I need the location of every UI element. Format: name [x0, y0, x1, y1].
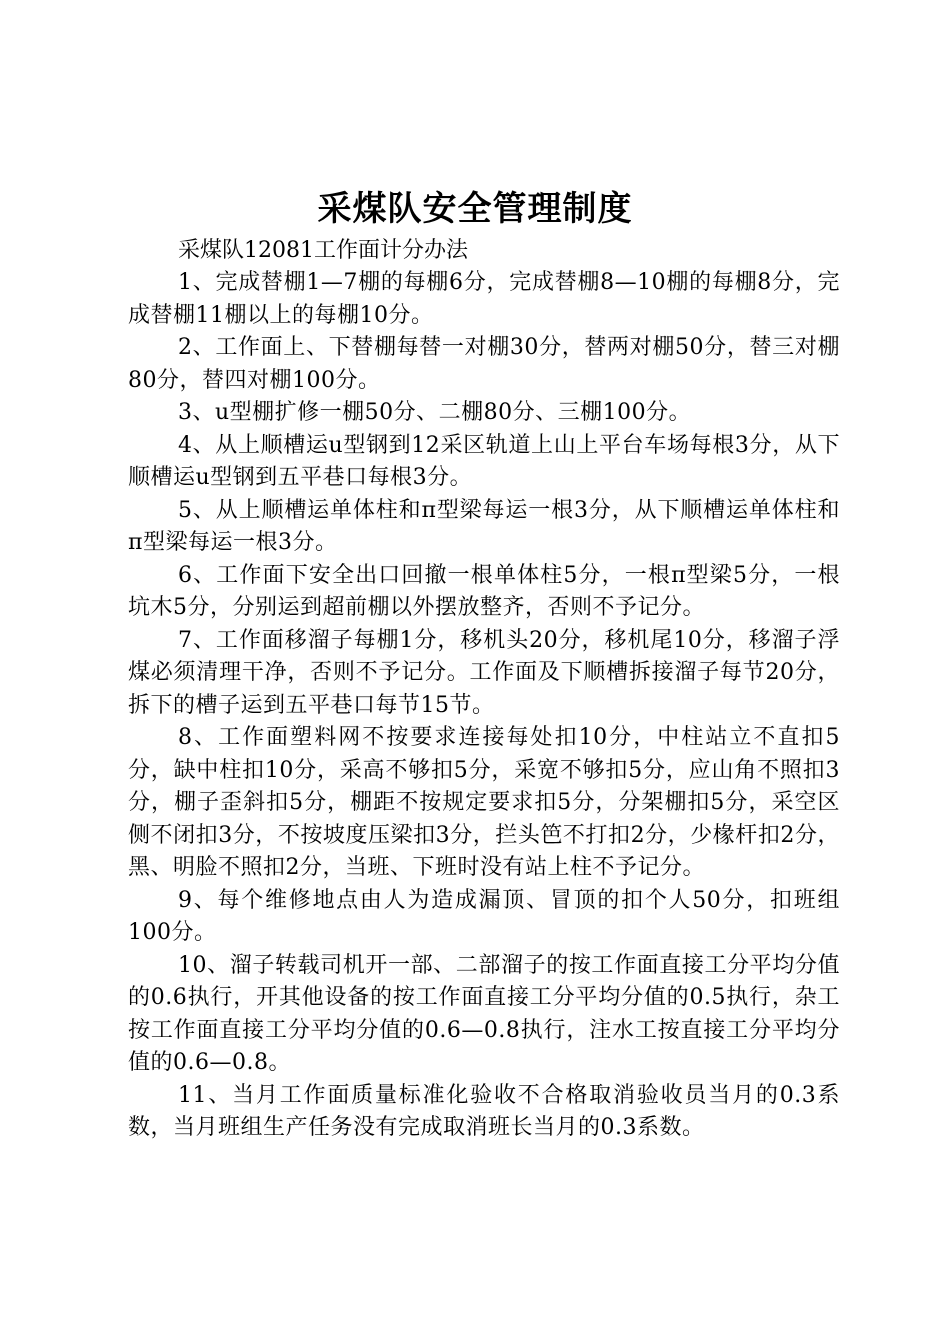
document-subtitle: 采煤队12081工作面计分办法	[178, 238, 468, 263]
paragraph-4: 4、从上顺槽运u型钢到12采区轨道上山上平台车场每根3分，从下顺槽运u型钢到五平巷口每根3分。	[128, 432, 840, 490]
document-body	[128, 234, 840, 1145]
paragraph-11: 11、当月工作面质量标准化验收不合格取消验收员当月的0.3系数，当月班组生产任务没有完成取消班长当月的0.3系数。	[128, 1082, 840, 1140]
paragraph-3: 3、u型棚扩修一棚50分、二棚80分、三棚100分。	[178, 400, 692, 425]
paragraph-9: 9、每个维修地点由人为造成漏顶、冒顶的扣个人50分，扣班组100分。	[128, 887, 840, 945]
paragraph-8: 8、工作面塑料网不按要求连接每处扣10分，中柱站立不直扣5分，缺中柱扣10分，采高不够扣5分，采宽不够扣5分，应山角不照扣3分，棚子歪斜扣5分，棚距不按规定要求扣5分，分架棚扣5分，采空区侧不闭扣3分，不按坡度压梁扣3分，拦头笆不打扣2分，少椽杆扣2分，黑、明脸不照扣2分，当班、下班时没有站上柱不予记分。	[128, 725, 840, 880]
paragraph-1: 1、完成替棚1—7棚的每棚6分，完成替棚8—10棚的每棚8分，完成替棚11棚以上的每棚10分。	[128, 270, 840, 328]
paragraph-10: 10、溜子转载司机开一部、二部溜子的按工作面直接工分平均分值的0.6执行，开其他设备的按工作面直接工分平均分值的0.5执行，杂工按工作面直接工分平均分值的0.6—0.8执行，注水工按直接工分平均分值的0.6—0.8。	[128, 952, 840, 1075]
paragraph-2: 2、工作面上、下替棚每替一对棚30分，替两对棚50分，替三对棚80分，替四对棚100分。	[128, 335, 840, 393]
document-title: 采煤队安全管理制度	[317, 189, 633, 229]
paragraph-7: 7、工作面移溜子每棚1分，移机头20分，移机尾10分，移溜子浮煤必须清理干净，否则不予记分。工作面及下顺槽拆接溜子每节20分，拆下的槽子运到五平巷口每节15节。	[128, 627, 840, 718]
paragraph-6: 6、工作面下安全出口回撤一根单体柱5分，一根π型梁5分，一根坑木5分，分别运到超前棚以外摆放整齐，否则不予记分。	[128, 562, 840, 620]
paragraph-5: 5、从上顺槽运单体柱和π型梁每运一根3分，从下顺槽运单体柱和π型梁每运一根3分。	[128, 497, 840, 555]
